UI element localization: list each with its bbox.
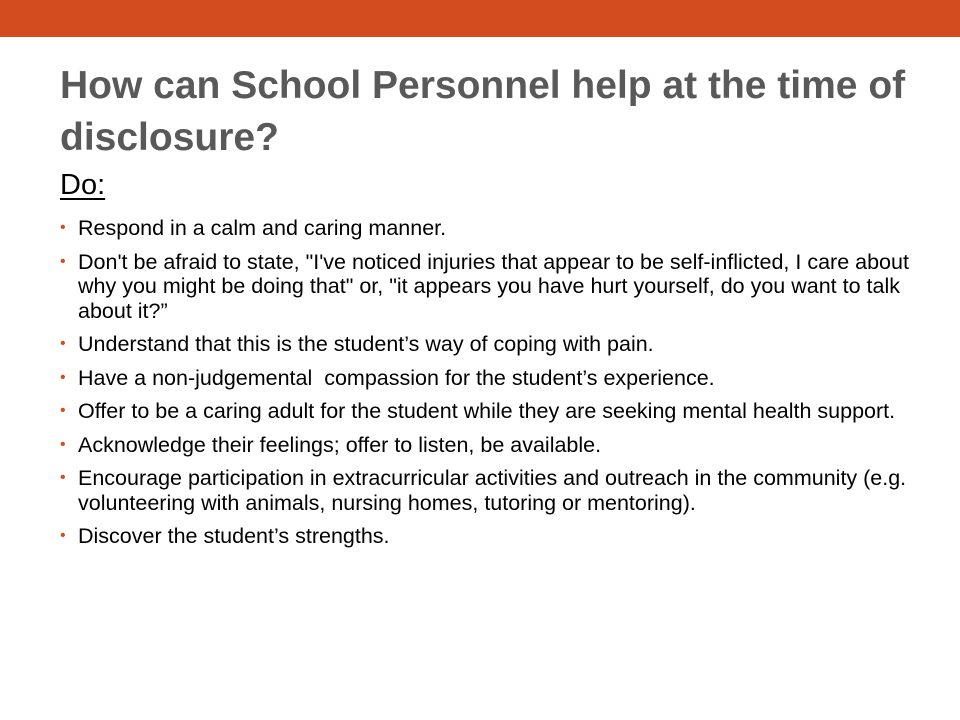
bullet-dot-icon: •	[60, 252, 66, 270]
bullet-dot-icon: •	[60, 527, 66, 544]
bullet-dot-icon: •	[60, 469, 66, 486]
bullet-text: Respond in a calm and caring manner.	[78, 216, 447, 240]
bullet-dot-icon: •	[60, 402, 66, 419]
bullet-text: Acknowledge their feelings; offer to listen, be available.	[78, 432, 602, 457]
bullet-item-coping-with-pain	[60, 332, 910, 357]
top-accent-bar	[0, 0, 960, 37]
bullet-text: Offer to be a caring adult for the student while they are seeking mental health support.	[78, 399, 896, 423]
bullet-dot-icon: •	[60, 368, 66, 386]
bullet-item-discover-strengths	[60, 524, 910, 549]
slide-title: How can School Personnel help at the time of disclosure?	[60, 64, 906, 159]
bullet-dot-icon: •	[60, 335, 66, 352]
bullet-item-encourage-participation	[60, 466, 910, 515]
do-subheading: Do:	[60, 169, 106, 201]
bullet-dot-icon: •	[60, 219, 66, 236]
bullet-text: Discover the student’s strengths.	[78, 524, 390, 548]
bullet-list	[60, 216, 910, 558]
bullet-text: Don't be afraid to state, "I've noticed injuries that appear to be self-inflicted, I care about why you might be doing that" or, "it appears you have hurt yourself, do you want to talk about it?”	[78, 249, 909, 323]
bullet-dot-icon: •	[60, 435, 66, 453]
bullet-item-respond-calmly	[60, 216, 910, 241]
bullet-item-compassion	[60, 366, 910, 391]
bullet-text: Have a non-judgemental compassion for the student’s experience.	[78, 365, 715, 390]
bullet-item-caring-adult	[60, 399, 910, 424]
bullet-item-acknowledge-feelings	[60, 433, 910, 458]
bullet-text: Encourage participation in extracurricular activities and outreach in the community (e.g. volunteering with animals, nursing homes, tutoring or mentoring).	[78, 466, 907, 515]
bullet-text: Understand that this is the student’s way of coping with pain.	[78, 332, 654, 356]
bullet-item-state-concern	[60, 250, 910, 324]
